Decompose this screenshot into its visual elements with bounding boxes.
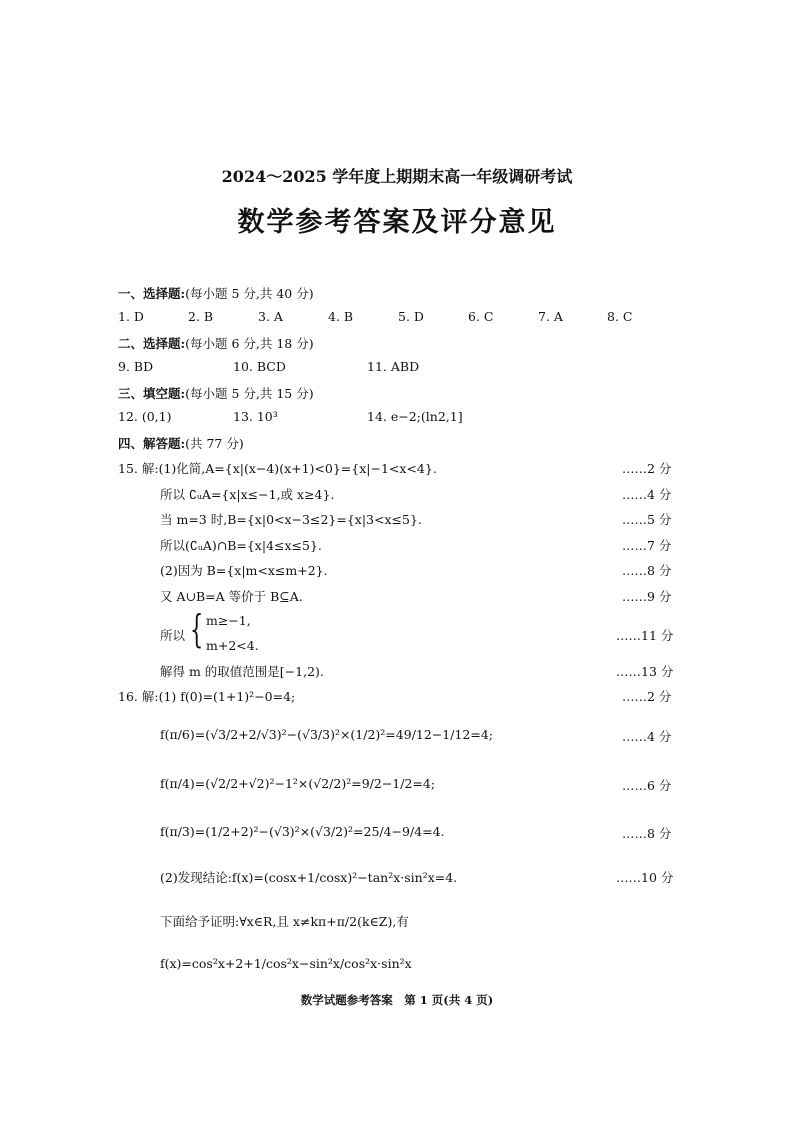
answer-8: 8. C <box>607 309 633 324</box>
q16-step: f(π/4)=(√2/2+√2)²−1²×(√2/2)²=9/2−1/2=4; <box>160 776 436 791</box>
answer-12: 12. (0,1) <box>118 409 172 424</box>
q15-score: ……9 分 <box>622 589 672 604</box>
q15-score: ……7 分 <box>622 538 672 553</box>
section-3-heading: 三、填空题:(每小题 5 分,共 15 分) <box>118 386 314 401</box>
q15-step: 所以(∁ᵤA)∩B={x|4≤x≤5}. <box>160 538 322 553</box>
answer-10: 10. BCD <box>233 359 286 374</box>
section-2-heading: 二、选择题:(每小题 6 分,共 18 分) <box>118 336 314 351</box>
q16-score: ……2 分 <box>622 689 672 704</box>
answer-14: 14. e−2;(ln2,1] <box>367 409 463 424</box>
answer-4: 4. B <box>328 309 354 324</box>
q15-step: 当 m=3 时,B={x|0<x−3≤2}={x|3<x≤5}. <box>160 512 422 527</box>
section-4-heading: 四、解答题:(共 77 分) <box>118 436 244 451</box>
q15-score: ……8 分 <box>622 563 672 578</box>
answer-11: 11. ABD <box>367 359 420 374</box>
q16-score: ……4 分 <box>622 729 672 744</box>
q15-score: ……13 分 <box>616 664 674 679</box>
q16-step: f(x)=cos²x+2+1/cos²x−sin²x/cos²x·sin²x <box>160 956 412 971</box>
q15-step: 又 A∪B=A 等价于 B⊆A. <box>160 589 303 604</box>
q15-score: ……2 分 <box>622 461 672 476</box>
inequality-row: m≥−1, <box>206 613 251 628</box>
q15-step: (2)因为 B={x|m<x≤m+2}. <box>160 563 328 578</box>
exam-header: 2024～2025 学年度上期期末高一年级调研考试 <box>221 167 573 186</box>
page-footer: 数学试题参考答案 第 1 页(共 4 页) <box>300 993 494 1007</box>
q15-step: 解得 m 的取值范围是[−1,2). <box>160 664 324 679</box>
q15-step: 所以 <box>160 628 186 643</box>
q16-step: 16. 解:(1) f(0)=(1+1)²−0=4; <box>118 689 296 704</box>
answer-9: 9. BD <box>118 359 154 374</box>
answer-13: 13. 10³ <box>233 409 278 424</box>
q16-step: f(π/3)=(1/2+2)²−(√3)²×(√3/2)²=25/4−9/4=4. <box>160 824 445 839</box>
answer-2: 2. B <box>188 309 214 324</box>
q15-score: ……11 分 <box>616 628 674 643</box>
q15-score: ……4 分 <box>622 487 672 502</box>
q15-step: 所以 ∁ᵤA={x|x≤−1,或 x≥4}. <box>160 487 335 502</box>
system-brace: { <box>190 607 204 651</box>
section-1-heading: 一、选择题:(每小题 5 分,共 40 分) <box>118 286 314 301</box>
q16-score: ……8 分 <box>622 826 672 841</box>
inequality-row: m+2<4. <box>206 638 259 653</box>
q16-score: ……6 分 <box>622 778 672 793</box>
answer-3: 3. A <box>258 309 283 324</box>
answer-1: 1. D <box>118 309 144 324</box>
answer-7: 7. A <box>538 309 563 324</box>
q15-score: ……5 分 <box>622 512 672 527</box>
q16-step: f(π/6)=(√3/2+2/√3)²−(√3/3)²×(1/2)²=49/12−1/12=4; <box>160 727 493 742</box>
answer-6: 6. C <box>468 309 494 324</box>
q15-step: 15. 解:(1)化简,A={x|(x−4)(x+1)<0}={x|−1<x<4}. <box>118 461 437 476</box>
q16-step: (2)发现结论:f(x)=(cosx+1/cosx)²−tan²x·sin²x=4. <box>160 870 458 885</box>
answer-5: 5. D <box>398 309 424 324</box>
q16-score: ……10 分 <box>616 870 674 885</box>
document-title: 数学参考答案及评分意见 <box>237 207 557 238</box>
q16-step: 下面给予证明:∀x∈R,且 x≠kπ+π/2(k∈Z),有 <box>160 914 409 929</box>
